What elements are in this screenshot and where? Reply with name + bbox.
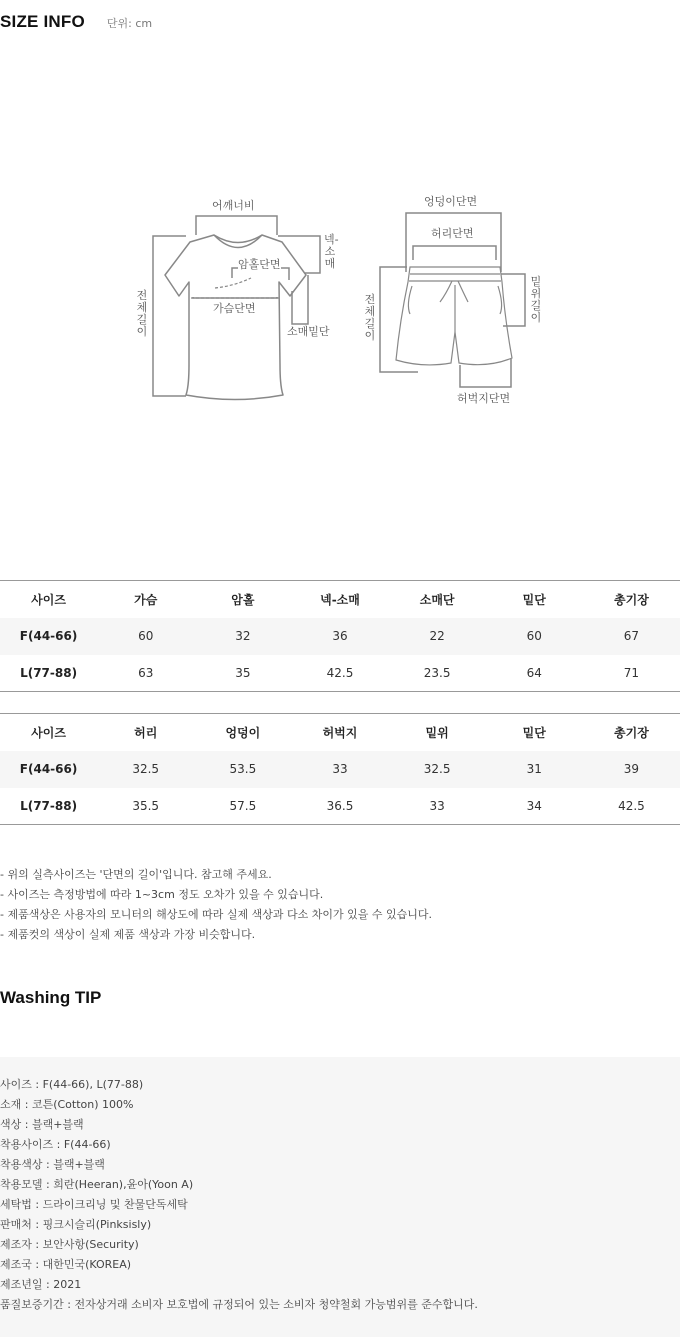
label-shoulder-width: 어깨너비 xyxy=(212,199,255,212)
label-neck-sleeve: 넥-소매 xyxy=(324,233,339,270)
info-line: 제조국 : 대한민국(KOREA) xyxy=(0,1258,132,1271)
column-header: 사이즈 xyxy=(0,714,97,751)
table-cell: 64 xyxy=(486,655,583,692)
column-header: 밑단 xyxy=(486,581,583,618)
garment-illustration xyxy=(0,190,680,420)
size-notes xyxy=(0,865,432,945)
size-info-header xyxy=(0,12,152,36)
table-cell: 32.5 xyxy=(389,751,486,788)
table-cell: 57.5 xyxy=(194,788,291,825)
info-line: 소재 : 코튼(Cotton) 100% xyxy=(0,1098,134,1111)
label-thigh: 허벅지단면 xyxy=(457,392,511,405)
table-cell: F(44-66) xyxy=(0,751,97,788)
table-cell: 71 xyxy=(583,655,680,692)
table-cell: 42.5 xyxy=(291,655,388,692)
table-cell: 33 xyxy=(291,751,388,788)
table-cell: 42.5 xyxy=(583,788,680,825)
table-cell: 31 xyxy=(486,751,583,788)
info-line: 사이즈 : F(44-66), L(77-88) xyxy=(0,1078,144,1091)
info-line: 판매처 : 핑크시슬리(Pinksisly) xyxy=(0,1218,152,1231)
bottom-size-table xyxy=(0,713,680,825)
column-header: 총기장 xyxy=(583,581,680,618)
label-sleeve-hem: 소매밑단 xyxy=(287,325,330,338)
label-armhole: 암홀단면 xyxy=(238,258,281,271)
table-cell: 32 xyxy=(194,618,291,655)
table-cell: 32.5 xyxy=(97,751,194,788)
column-header: 총기장 xyxy=(583,714,680,751)
top-size-table xyxy=(0,580,680,692)
table-row xyxy=(0,618,680,655)
note-line: - 위의 실측사이즈는 '단면의 길이'입니다. 참고해 주세요. xyxy=(0,868,272,881)
table-cell: 67 xyxy=(583,618,680,655)
note-line: - 사이즈는 측정방법에 따라 1~3cm 정도 오차가 있을 수 있습니다. xyxy=(0,888,324,901)
label-waist: 허리단면 xyxy=(431,227,474,240)
table-cell: F(44-66) xyxy=(0,618,97,655)
shorts-outline xyxy=(396,267,512,365)
table-cell: 60 xyxy=(486,618,583,655)
table-cell: 22 xyxy=(389,618,486,655)
table-cell: 35 xyxy=(194,655,291,692)
table-cell: L(77-88) xyxy=(0,655,97,692)
column-header: 사이즈 xyxy=(0,581,97,618)
info-line: 제조년일 : 2021 xyxy=(0,1278,82,1291)
unit-label: 단위: cm xyxy=(106,17,153,30)
label-chest: 가슴단면 xyxy=(213,302,256,315)
column-header: 밑위 xyxy=(389,714,486,751)
column-header: 허벅지 xyxy=(291,714,388,751)
table-header-row xyxy=(0,581,680,618)
table-cell: 39 xyxy=(583,751,680,788)
table-cell: 35.5 xyxy=(97,788,194,825)
table-cell: 23.5 xyxy=(389,655,486,692)
info-line: 색상 : 블랙+블랙 xyxy=(0,1118,84,1131)
tshirt-outline xyxy=(165,235,306,400)
column-header: 암홀 xyxy=(194,581,291,618)
washing-tip-title: Washing TIP xyxy=(0,988,102,1007)
column-header: 가슴 xyxy=(97,581,194,618)
table-header-row xyxy=(0,714,680,751)
column-header: 엉덩이 xyxy=(194,714,291,751)
column-header: 밑단 xyxy=(486,714,583,751)
info-line: 착용사이즈 : F(44-66) xyxy=(0,1138,111,1151)
label-rise: 밑위길이 xyxy=(530,275,542,324)
table-cell: 53.5 xyxy=(194,751,291,788)
table-cell: 63 xyxy=(97,655,194,692)
table-cell: 34 xyxy=(486,788,583,825)
info-line: 착용색상 : 블랙+블랙 xyxy=(0,1158,105,1171)
info-line: 제조자 : 보안사항(Security) xyxy=(0,1238,139,1251)
table-cell: 60 xyxy=(97,618,194,655)
column-header: 소매단 xyxy=(389,581,486,618)
info-line: 세탁법 : 드라이크리닝 및 찬물단독세탁 xyxy=(0,1198,188,1211)
label-top-total-length: 전체길이 xyxy=(136,289,148,338)
note-line: - 제품색상은 사용자의 모니터의 해상도에 따라 실제 색상과 다소 차이가 있을 수 있습니다. xyxy=(0,908,432,921)
table-cell: 36.5 xyxy=(291,788,388,825)
column-header: 넥-소매 xyxy=(291,581,388,618)
table-row xyxy=(0,788,680,825)
label-bottom-total-length: 전체길이 xyxy=(364,293,376,342)
table-row xyxy=(0,655,680,692)
product-info-box xyxy=(0,1057,680,1337)
table-cell: L(77-88) xyxy=(0,788,97,825)
size-info-title: SIZE INFO xyxy=(0,12,85,31)
column-header: 허리 xyxy=(97,714,194,751)
label-hip: 엉덩이단면 xyxy=(424,195,478,208)
info-line: 품질보증기간 : 전자상거래 소비자 보호법에 규정되어 있는 소비자 청약철회 가능범위를 준수합니다. xyxy=(0,1298,478,1311)
table-cell: 33 xyxy=(389,788,486,825)
note-line: - 제품컷의 색상이 실제 제품 색상과 가장 비슷합니다. xyxy=(0,928,256,941)
info-line: 착용모델 : 희란(Heeran),윤아(Yoon A) xyxy=(0,1178,194,1191)
table-row xyxy=(0,751,680,788)
table-cell: 36 xyxy=(291,618,388,655)
measurement-diagram xyxy=(0,190,680,420)
